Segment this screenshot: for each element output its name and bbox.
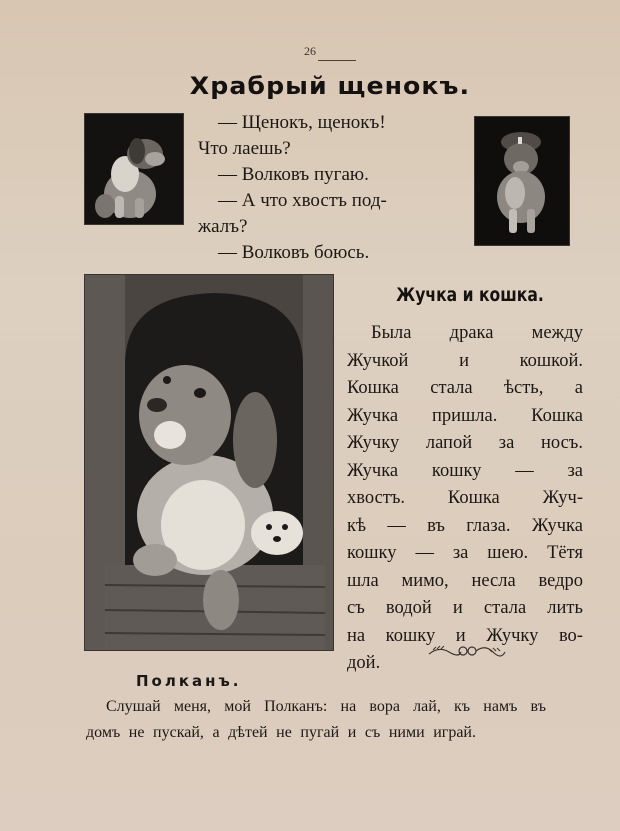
word: Жуч- — [542, 488, 583, 508]
word: меня, — [173, 698, 211, 715]
word: и — [459, 350, 469, 371]
kennel-image — [85, 275, 333, 650]
word: кошку — [347, 543, 397, 563]
word: Жучка — [347, 460, 399, 481]
word: мой — [224, 698, 251, 715]
dogs-in-kennel-illustration — [84, 274, 334, 651]
word: не — [276, 724, 292, 741]
story-line — [347, 375, 583, 403]
word: глаза. — [466, 515, 511, 536]
word: намъ — [483, 698, 518, 715]
poem-line: — Щенокъ, щенокъ! — [218, 112, 386, 133]
word: Полканъ: — [264, 698, 328, 715]
word: кошкой. — [519, 350, 583, 371]
poem-title: Храбрый щенокъ. — [189, 72, 471, 100]
word: драка — [449, 323, 494, 343]
word: Жучку — [486, 625, 539, 646]
word: — — [415, 543, 434, 563]
word: Кошка — [347, 378, 399, 398]
word: за — [567, 460, 583, 481]
story-line — [347, 595, 583, 623]
story-line — [347, 513, 583, 541]
word: за — [498, 433, 515, 453]
word: домъ — [86, 724, 121, 741]
word: во- — [558, 625, 583, 646]
poem-line: — Волковъ боюсь. — [218, 242, 370, 263]
story-line — [347, 403, 583, 431]
word: стала — [483, 598, 527, 618]
word: — — [387, 515, 406, 536]
word: Тётя — [547, 543, 583, 563]
page-number: 26 — [304, 44, 316, 58]
polkan-text — [86, 694, 546, 746]
puppy-image — [475, 117, 569, 245]
word: лай, — [413, 698, 441, 715]
word: кошку — [431, 460, 482, 481]
word: носъ. — [540, 433, 583, 453]
word: въ — [530, 698, 546, 715]
word: водой — [385, 598, 432, 618]
word: а — [574, 378, 583, 398]
polkan-line — [86, 720, 476, 746]
word: мимо, — [401, 570, 449, 591]
word: — — [515, 460, 534, 481]
word: лить — [547, 598, 583, 618]
story-line — [347, 540, 583, 568]
word: съ — [347, 598, 365, 618]
word: ѣсть, — [503, 378, 544, 398]
word: Была — [371, 323, 412, 343]
word: дой. — [347, 653, 381, 673]
poem-line: Что лаешь? — [198, 138, 291, 159]
story-line — [347, 348, 583, 376]
word: Жучку — [347, 433, 400, 453]
word: ведро — [538, 570, 583, 591]
poem-line: жалъ? — [198, 216, 248, 237]
puppy-with-cap-illustration — [474, 116, 570, 246]
story-title: Жучка и кошка. — [396, 284, 544, 306]
flourish-icon — [427, 640, 507, 660]
word: и — [347, 724, 357, 741]
word: вора — [369, 698, 400, 715]
polkan-line — [86, 694, 546, 720]
word: несла — [471, 570, 516, 591]
word: Жучкой — [347, 350, 409, 371]
word: пускай, — [153, 724, 204, 741]
word: и — [452, 598, 463, 618]
word: не — [128, 724, 145, 741]
story-line — [347, 320, 583, 348]
word: и — [455, 625, 466, 646]
word: на — [347, 625, 366, 646]
poem-text — [198, 110, 458, 266]
word: ними — [388, 724, 425, 741]
word: къ — [454, 698, 471, 715]
word: пришла. — [431, 405, 498, 426]
word: кошку — [385, 625, 436, 646]
poem-line: — Волковъ пугаю. — [218, 164, 369, 185]
story-line — [347, 568, 583, 596]
word: кѣ — [347, 515, 367, 536]
word: Кошка — [531, 405, 583, 426]
word: шею. — [487, 543, 529, 563]
story-line — [347, 485, 583, 513]
word: Жучка — [531, 515, 583, 536]
word: съ — [364, 724, 381, 741]
word: стала — [430, 378, 473, 398]
word: между — [531, 323, 583, 343]
story-line — [347, 430, 583, 458]
word: Кошка — [447, 488, 500, 508]
polkan-title: Полканъ. — [136, 672, 242, 690]
word: хвостъ. — [347, 488, 406, 508]
story-line — [347, 458, 583, 486]
word: на — [340, 698, 357, 715]
word: играй. — [433, 724, 476, 741]
word: лапой — [425, 433, 473, 453]
sitting-puppy-illustration — [84, 113, 184, 225]
word: въ — [427, 515, 445, 536]
word: Слушай — [106, 698, 161, 715]
word: за — [452, 543, 469, 563]
word: пугай — [300, 724, 340, 741]
word: дѣтей — [228, 724, 268, 741]
page-number-rule — [318, 60, 356, 61]
word: Жучка — [347, 405, 399, 426]
word: а — [212, 724, 220, 741]
word: шла — [347, 570, 379, 591]
ornament-flourish-icon — [427, 640, 507, 660]
story-text — [347, 320, 583, 678]
puppy-image — [85, 114, 183, 224]
poem-line: — А что хвостъ под- — [218, 190, 387, 211]
